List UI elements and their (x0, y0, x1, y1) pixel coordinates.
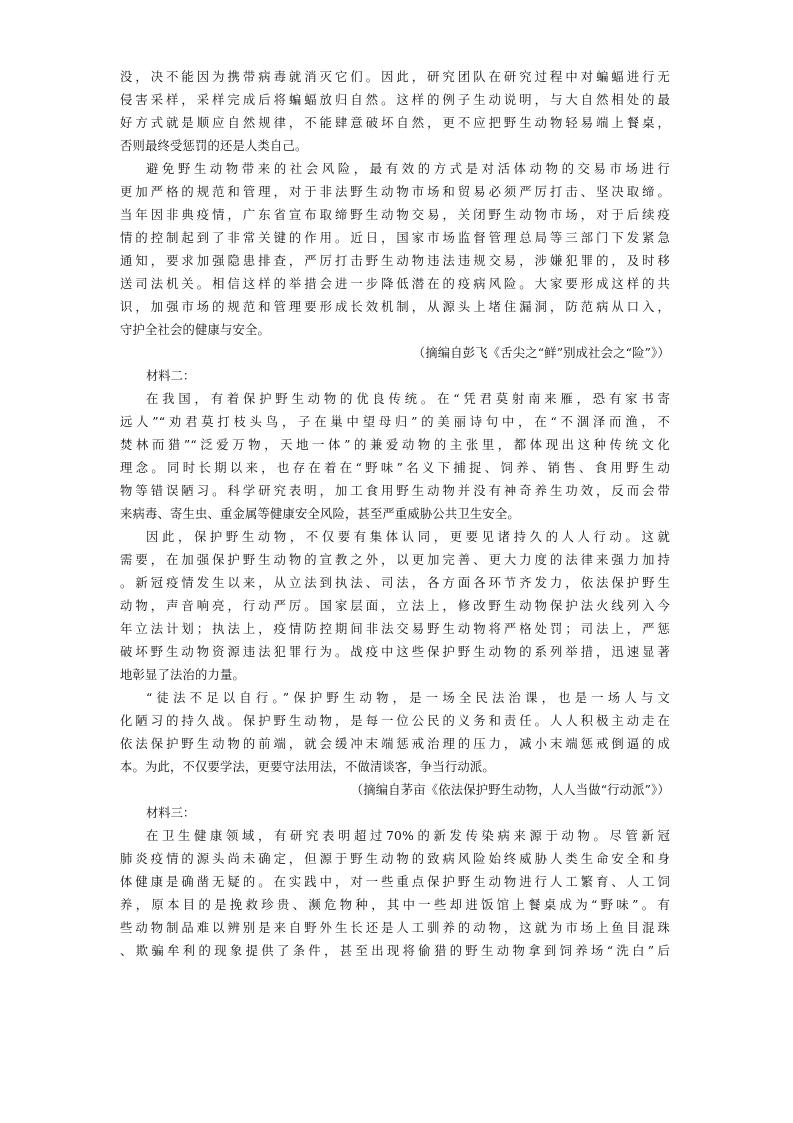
text-line: 依法保护野生动物的前端，就会缓冲末端惩戒治理的压力，减小末端惩戒倒逼的成 (120, 737, 670, 751)
text-line: 因此，保护野生动物，不仅要有集体认同，更要见诸持久的人人行动。这就 (146, 530, 670, 544)
text-line: 侵害采样，采样完成后将蝙蝠放归自然。这样的例子生动说明，与大自然相处的最 (120, 93, 670, 107)
text-line: 否则最终受惩罚的还是人类自己。 (120, 139, 308, 153)
text-line: 情的控制起到了非常关键的作用。近日，国家市场监督管理总局等三部门下发紧急 (120, 231, 670, 245)
text-line: 识，加强市场的规范和管理要形成长效机制，从源头上堵住漏洞，防范病从口入， (120, 300, 670, 314)
text-line: 焚林而猎”“泛爱万物，天地一体”的兼爱动物的主张里，都体现出这种传统文化 (120, 438, 670, 452)
text-line: 体健康是确凿无疑的。在实践中，对一些重点保护野生动物进行人工繁育、人工饲 (120, 875, 670, 889)
text-line: 送司法机关。相信这样的举措会进一步降低潜在的疫病风险。大家要形成这样的共 (120, 277, 670, 291)
material1-paragraph-2 (120, 158, 670, 342)
text-line: 通知，要求加强隐患排查，严厉打击野生动物违法违规交易，涉嫌犯罪的，及时移 (120, 254, 670, 268)
text-line: 更加严格的规范和管理，对于非法野生动物市场和贸易必须严厉打击、坚决取缔。 (120, 185, 670, 199)
text-line: 没，决不能因为携带病毒就消灭它们。因此，研究团队在研究过程中对蝙蝠进行无 (120, 70, 670, 84)
material2-paragraph-2 (120, 526, 670, 687)
text-line: 来病毒、寄生虫、重金属等健康安全风险，甚至严重威胁公共卫生安全。 (120, 507, 520, 521)
text-line: 当年因非典疫情，广东省宣布取缔野生动物交易，关闭野生动物市场，对于后续疫 (120, 208, 670, 222)
text-line: 在我国，有着保护野生动物的优良传统。在“凭君莫射南来雁，恐有家书寄 (146, 392, 670, 406)
text-line: 理念。同时长期以来，也存在着在“野味”名义下捕捉、饲养、销售、食用野生动 (120, 461, 670, 475)
material2-source: （摘编自茅亩《依法保护野生动物，人人当做“行动派”》） (350, 783, 670, 797)
material2-heading: 材料二： (146, 369, 196, 383)
text-line: 肺炎疫情的源头尚未确定，但源于野生动物的致病风险始终威胁人类生命安全和身 (120, 852, 670, 866)
text-line: 本。为此，不仅要学法，更要守法用法，不做清谈客，争当行动派。 (120, 760, 495, 774)
text-line: 在卫生健康领域，有研究表明超过70%的新发传染病来源于动物。尽管新冠 (146, 829, 670, 843)
text-line: 养，原本目的是挽救珍贵、濒危物种，其中一些却进饭馆上餐桌成为“野味”。有 (120, 898, 670, 912)
material2-paragraph-3 (120, 687, 670, 779)
text-line: 远人”“劝君莫打枝头鸟，子在巢中望母归”的美丽诗句中，在“不涸泽而渔，不 (120, 415, 670, 429)
text-line: 地彰显了法治的力量。 (120, 668, 245, 682)
text-line: “徒法不足以自行。”保护野生动物，是一场全民法治课，也是一场人与文 (146, 691, 670, 705)
text-line: 、欺骗牟利的现象提供了条件，甚至出现将偷猎的野生动物拿到饲养场“洗白”后 (120, 944, 670, 958)
text-line: 破坏野生动物资源违法犯罪行为。战疫中这些保护野生动物的系列举措，迅速显著 (120, 645, 670, 659)
text-line: 。新冠疫情发生以来，从立法到执法、司法，各方面各环节齐发力，依法保护野生 (120, 576, 670, 590)
text-line: 些动物制品难以辨别是来自野外生长还是人工驯养的动物，这就为市场上鱼目混珠 (120, 921, 670, 935)
text-line: 动物，声音响亮，行动严厉。国家层面，立法上，修改野生动物保护法火线列入今 (120, 599, 670, 613)
text-line: 物等错误陋习。科学研究表明，加工食用野生动物并没有神奇养生功效，反而会带 (120, 484, 670, 498)
material1-paragraph-tail (120, 66, 670, 158)
text-line: 避免野生动物带来的社会风险，最有效的方式是对活体动物的交易市场进行 (146, 162, 670, 176)
material2-paragraph-1 (120, 388, 670, 526)
text-line: 化陋习的持久战。保护野生动物，是每一位公民的义务和责任。人人积极主动走在 (120, 714, 670, 728)
text-line: 年立法计划；执法上，疫情防控期间非法交易野生动物将严格处罚；司法上，严惩 (120, 622, 670, 636)
material1-source: （摘编自彭飞《舌尖之“鲜”别成社会之“险”》） (412, 346, 670, 360)
text-line: 守护全社会的健康与安全。 (120, 323, 270, 337)
material3-paragraph-1 (120, 825, 670, 963)
document-page (120, 66, 670, 963)
material3-heading: 材料三： (146, 806, 196, 820)
text-line: 好方式就是顺应自然规律，不能肆意破坏自然，更不应把野生动物轻易端上餐桌， (120, 116, 670, 130)
text-line: 需要，在加强保护野生动物的宣教之外，以更加完善、更大力度的法律来强力加持 (120, 553, 670, 567)
